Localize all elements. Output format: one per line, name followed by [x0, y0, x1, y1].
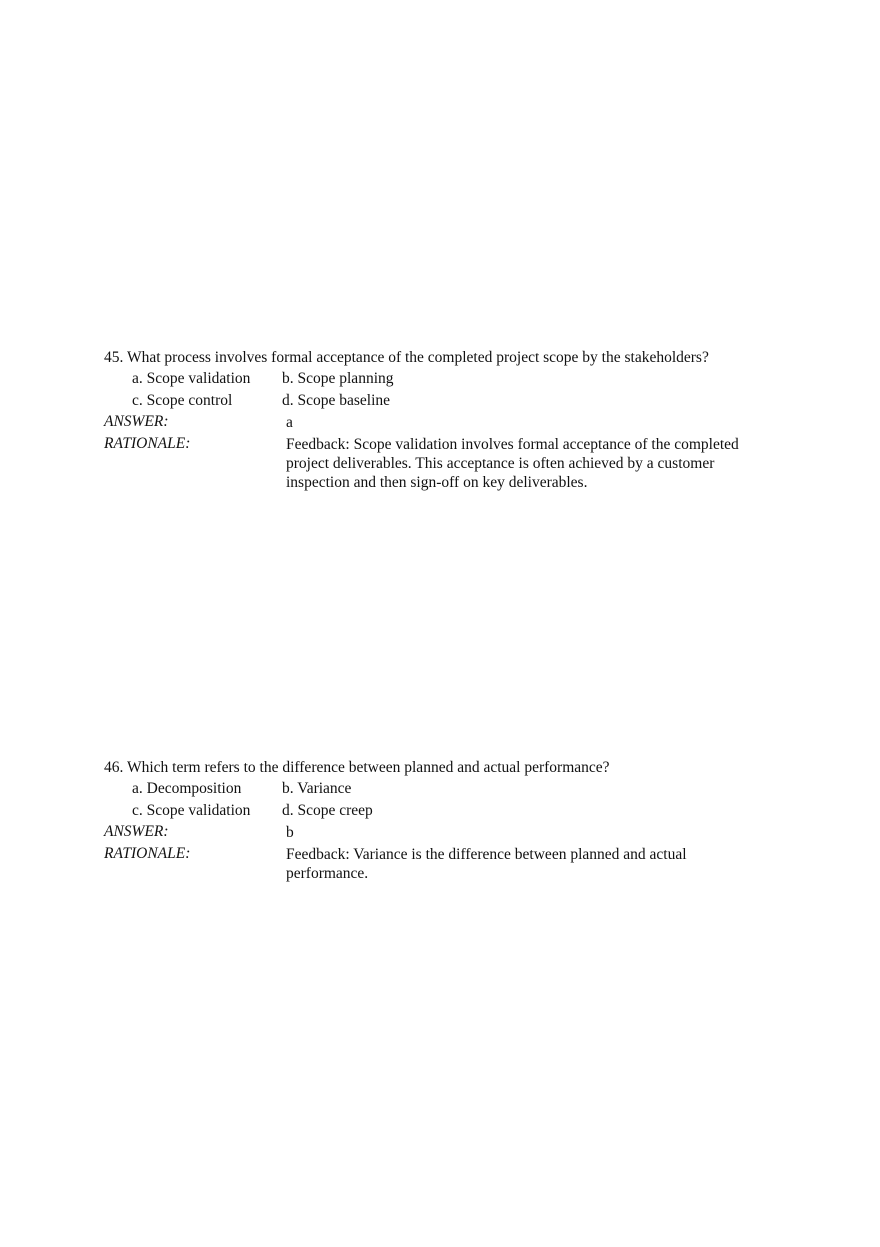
choice-d: d. Scope baseline	[282, 392, 391, 409]
choice-b: b. Variance	[282, 780, 352, 797]
choices-row-2	[104, 390, 784, 412]
choice-c: c. Scope validation	[132, 802, 251, 819]
answer-row	[104, 822, 784, 844]
choice-a: a. Scope validation	[132, 370, 251, 387]
rationale-row	[104, 844, 784, 883]
answer-value: b	[286, 824, 294, 841]
answer-label: ANSWER:	[104, 823, 169, 840]
rationale-label: RATIONALE:	[104, 435, 191, 452]
question-stem: 45. What process involves formal acceptance of the completed project scope by the stakeholders?	[104, 349, 709, 366]
choices-row-2	[104, 800, 784, 822]
question-46	[104, 758, 784, 883]
question-45	[104, 348, 784, 492]
rationale-label: RATIONALE:	[104, 845, 191, 862]
answer-value: a	[286, 414, 293, 431]
rationale-row	[104, 434, 784, 492]
choices-row-1	[104, 368, 784, 390]
choice-c: c. Scope control	[132, 392, 233, 409]
choice-a: a. Decomposition	[132, 780, 242, 797]
question-stem: 46. Which term refers to the difference between planned and actual performance?	[104, 759, 610, 776]
rationale-text: Feedback: Scope validation involves formal acceptance of the completed project deliverables. This acceptance is often achieved by a customer inspection and then sign-off on key deliverables.	[286, 436, 739, 491]
choices-row-1	[104, 778, 784, 800]
rationale-text: Feedback: Variance is the difference between planned and actual performance.	[286, 846, 687, 882]
answer-row	[104, 412, 784, 434]
answer-label: ANSWER:	[104, 413, 169, 430]
choice-b: b. Scope planning	[282, 370, 394, 387]
choice-d: d. Scope creep	[282, 802, 373, 819]
